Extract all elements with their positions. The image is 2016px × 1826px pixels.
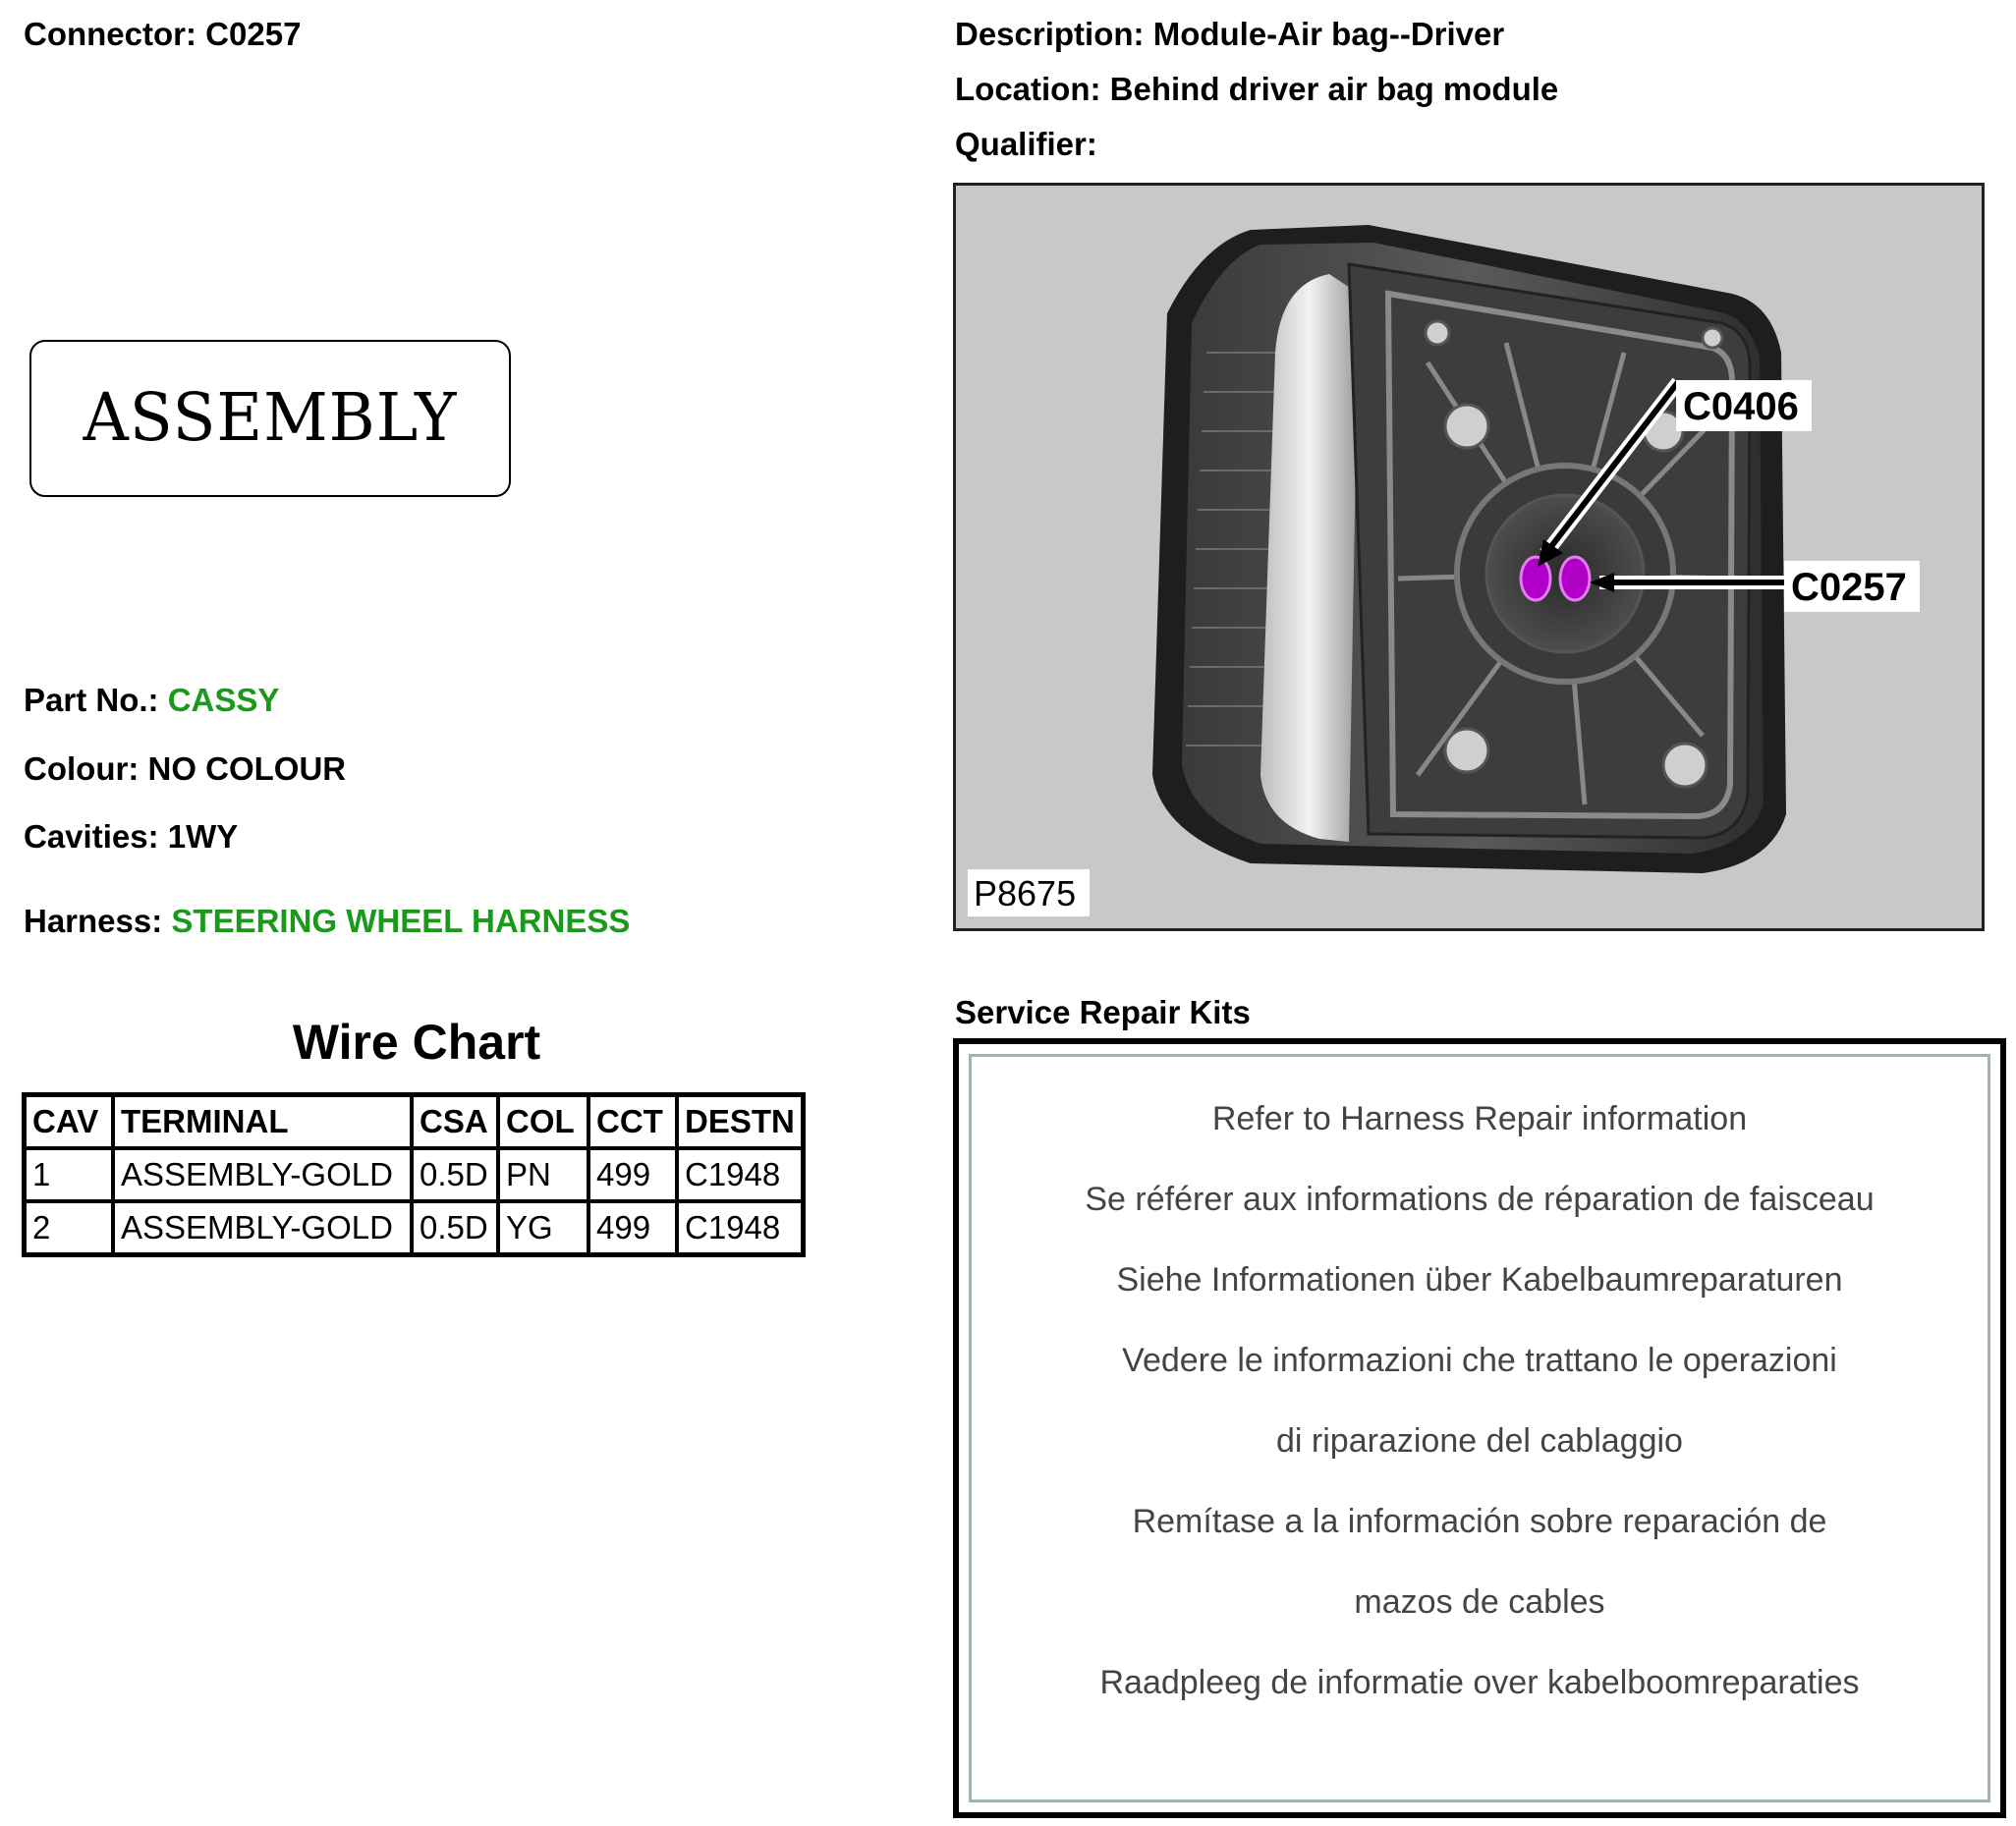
colour-value: NO COLOUR [147, 750, 347, 787]
kit-line-it-2: di riparazione del cablaggio [1276, 1422, 1683, 1460]
cell-cav: 2 [25, 1201, 114, 1255]
cavities-label: Cavities: [24, 818, 159, 855]
cell-col: YG [498, 1201, 588, 1255]
col-header-cct: CCT [588, 1095, 677, 1149]
wire-chart-title: Wire Chart [292, 1015, 541, 1070]
figure-id-label: P8675 [974, 873, 1077, 913]
callout-c0257: C0257 [1791, 566, 1907, 609]
kit-line-es-2: mazos de cables [1354, 1583, 1605, 1621]
part-value-link[interactable]: CASSY [167, 682, 280, 718]
connector-label: Connector: [24, 16, 196, 52]
kit-line-es-1: Remítase a la información sobre reparación de [1132, 1503, 1827, 1540]
service-kits-inner-frame [969, 1054, 1990, 1802]
wire-chart-header-row [25, 1095, 804, 1149]
assembly-label-text: ASSEMBLY [83, 380, 458, 457]
service-kits-title: Service Repair Kits [955, 994, 1251, 1030]
connector-value: C0257 [205, 16, 302, 52]
kit-line-fr: Se référer aux informations de réparation de faisceau [1085, 1181, 1875, 1218]
cell-col: PN [498, 1148, 588, 1201]
description-line [955, 16, 1504, 53]
description-label: Description: [955, 16, 1145, 52]
cell-destn: C1948 [677, 1201, 804, 1255]
harness-label: Harness: [24, 903, 163, 939]
cell-csa: 0.5D [412, 1148, 498, 1201]
part-number-line [24, 682, 279, 719]
location-value: Behind driver air bag module [1109, 71, 1559, 107]
colour-line [24, 750, 346, 788]
qualifier-label: Qualifier: [955, 126, 1097, 162]
harness-value-link[interactable]: STEERING WHEEL HARNESS [171, 903, 631, 939]
col-header-destn: DESTN [677, 1095, 804, 1149]
description-value: Module-Air bag--Driver [1152, 16, 1505, 52]
service-kits-panel [953, 1038, 2006, 1818]
callout-c0406: C0406 [1683, 385, 1799, 428]
connector-line [24, 16, 301, 53]
cell-cct: 499 [588, 1148, 677, 1201]
col-header-col: COL [498, 1095, 588, 1149]
part-label: Part No.: [24, 682, 159, 718]
col-header-csa: CSA [412, 1095, 498, 1149]
table-row [25, 1201, 804, 1255]
cell-cct: 499 [588, 1201, 677, 1255]
cell-cav: 1 [25, 1148, 114, 1201]
col-header-cav: CAV [25, 1095, 114, 1149]
cell-terminal: ASSEMBLY-GOLD [113, 1201, 412, 1255]
kit-line-nl: Raadpleeg de informatie over kabelboomreparaties [1099, 1664, 1860, 1701]
wire-chart-table [22, 1092, 806, 1257]
col-header-terminal: TERMINAL [113, 1095, 412, 1149]
location-label: Location: [955, 71, 1101, 107]
table-row [25, 1148, 804, 1201]
cavities-value: 1WY [167, 818, 239, 855]
harness-line [24, 903, 630, 940]
airbag-module-illustration [953, 183, 1985, 931]
cell-destn: C1948 [677, 1148, 804, 1201]
kit-line-en: Refer to Harness Repair information [1211, 1100, 1748, 1137]
kit-line-de: Siehe Informationen über Kabelbaumreparaturen [1116, 1261, 1843, 1299]
assembly-label-box [29, 340, 511, 497]
kit-line-it-1: Vedere le informazioni che trattano le operazioni [1122, 1342, 1837, 1379]
qualifier-line [955, 126, 1097, 163]
airbag-module-drawing [956, 186, 1982, 928]
location-line [955, 71, 1558, 108]
colour-label: Colour: [24, 750, 140, 787]
cell-csa: 0.5D [412, 1201, 498, 1255]
cell-terminal: ASSEMBLY-GOLD [113, 1148, 412, 1201]
cavities-line [24, 818, 238, 856]
